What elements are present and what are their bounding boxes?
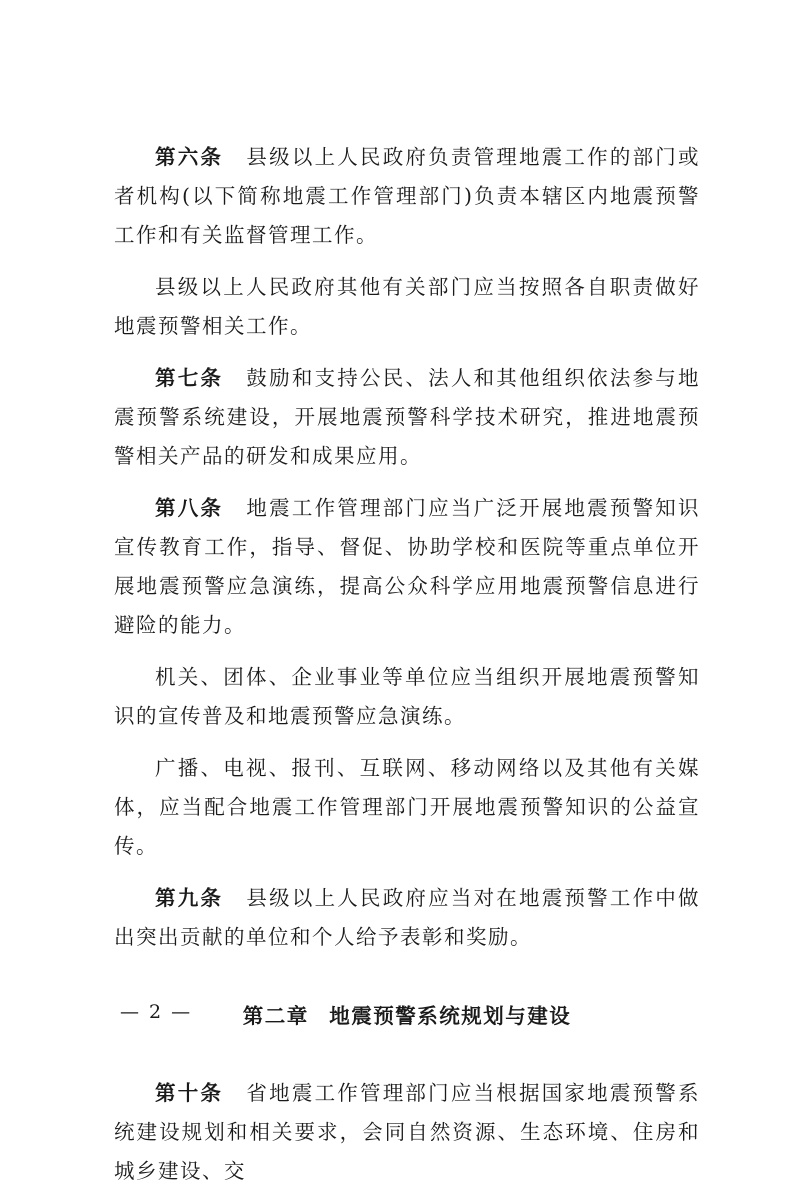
paragraph-text: 广播、电视、报刊、互联网、移动网络以及其他有关媒体，应当配合地震工作管理部门开展地震预警知识的公益宣传。 — [114, 756, 700, 858]
article-label: 第八条 — [155, 496, 224, 520]
article-6-paragraph-2 — [114, 268, 700, 346]
article-text: 县级以上人民政府负责管理地震工作的部门或者机构(以下简称地震工作管理部门)负责本辖区内地震预警工作和有关监督管理工作。 — [114, 145, 701, 247]
article-text: 县级以上人民政府应当对在地震预警工作中做出突出贡献的单位和个人给予表彰和奖励。 — [114, 886, 701, 949]
article-7-paragraph — [114, 359, 700, 476]
article-10-paragraph — [114, 1074, 700, 1191]
article-8-paragraph — [114, 489, 700, 645]
page-number: — 2 — — [120, 1001, 193, 1023]
chapter-number: 第二章 — [242, 1004, 309, 1028]
article-label: 第九条 — [155, 886, 224, 910]
article-text: 地震工作管理部门应当广泛开展地震预警知识宣传教育工作，指导、督促、协助学校和医院等重点单位开展地震预警应急演练，提高公众科学应用地震预警信息进行避险的能力。 — [114, 496, 701, 637]
article-8-paragraph-3 — [114, 749, 700, 866]
chapter-heading — [114, 997, 700, 1036]
article-8-paragraph-2 — [114, 658, 700, 736]
article-label: 第七条 — [155, 366, 224, 390]
paragraph-text: 机关、团体、企业事业等单位应当组织开展地震预警知识的宣传普及和地震预警应急演练。 — [114, 665, 700, 728]
article-text: 鼓励和支持公民、法人和其他组织依法参与地震预警系统建设，开展地震预警科学技术研究，推进地震预警相关产品的研发和成果应用。 — [114, 366, 701, 468]
article-9-paragraph — [114, 879, 700, 957]
article-6-paragraph — [114, 138, 700, 255]
document-body — [114, 138, 700, 1204]
article-label: 第六条 — [155, 145, 224, 169]
article-label: 第十条 — [155, 1081, 224, 1105]
paragraph-text: 县级以上人民政府其他有关部门应当按照各自职责做好地震预警相关工作。 — [114, 275, 700, 338]
article-text: 省地震工作管理部门应当根据国家地震预警系统建设规划和相关要求，会同自然资源、生态环境、住房和城乡建设、交 — [114, 1081, 701, 1183]
chapter-title: 地震预警系统规划与建设 — [329, 1004, 572, 1028]
